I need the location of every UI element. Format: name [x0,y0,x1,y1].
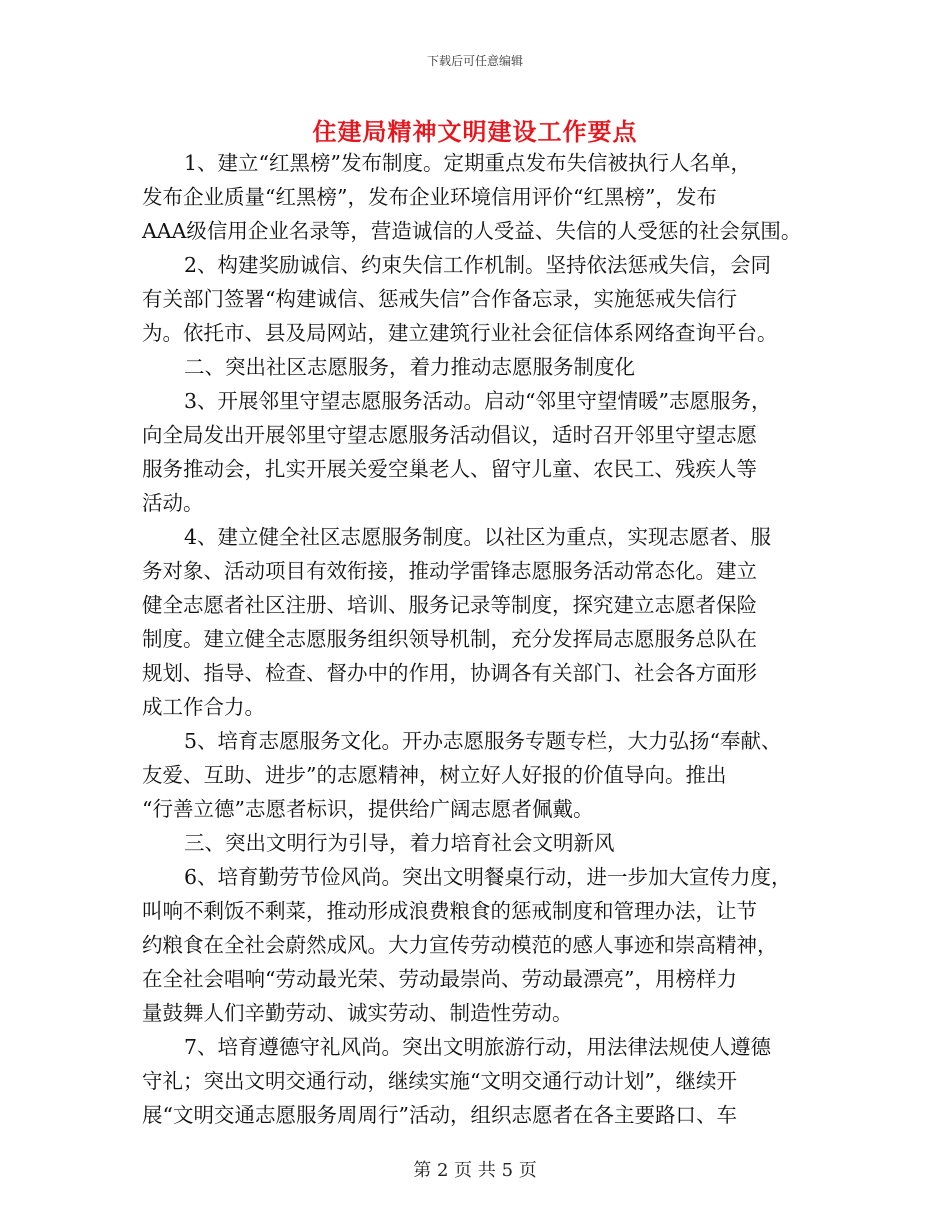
body-line: 6、培育勤劳节俭风尚。突出文明餐桌行动，进一步加大宣传力度， [184,865,792,889]
body-line: 务对象、活动项目有效衔接，推动学雷锋志愿服务活动常态化。建立 [142,559,757,583]
body-line: 成工作合力。 [142,695,265,719]
body-line: 1、建立“红黑榜”发布制度。定期重点发布失信被执行人名单， [184,151,752,175]
body-line: 活动。 [142,491,204,515]
page-number-footer: 第 2 页 共 5 页 [413,1160,537,1181]
body-line: 在全社会唱响“劳动最光荣、劳动最崇尚、劳动最漂亮”，用榜样力 [142,967,737,991]
document-body [142,146,822,1132]
body-line: 向全局发出开展邻里守望志愿服务活动倡议，适时召开邻里守望志愿 [142,423,757,447]
body-line: “行善立德”志愿者标识，提供给广阔志愿者佩戴。 [142,797,594,821]
body-line: 3、开展邻里守望志愿服务活动。启动“邻里守望情暖”志愿服务， [184,389,772,413]
section-heading: 二、突出社区志愿服务，着力推动志愿服务制度化 [184,355,635,379]
body-line: AAA级信用企业名录等，营造诚信的人受益、失信的人受惩的社会氛围。 [142,219,802,243]
body-line: 友爱、互助、进步”的志愿精神，树立好人好报的价值导向。推出 [142,763,727,787]
body-line: 有关部门签署“构建诚信、惩戒失信”合作备忘录，实施惩戒失信行 [142,287,737,311]
body-line: 健全志愿者社区注册、培训、服务记录等制度，探究建立志愿者保险 [142,593,757,617]
body-line: 4、建立健全社区志愿服务制度。以社区为重点，实现志愿者、服 [184,525,772,549]
document-title: 住建局精神文明建设工作要点 [312,117,638,146]
body-line: 量鼓舞人们辛勤劳动、诚实劳动、制造性劳动。 [142,1001,573,1025]
body-line: 2、构建奖励诚信、约束失信工作机制。坚持依法惩戒失信，会同 [184,253,772,277]
body-line: 服务推动会，扎实开展关爱空巢老人、留守儿童、农民工、残疾人等 [142,457,757,481]
page-header: 下载后可任意编辑 [426,54,523,68]
body-line: 叫响不剩饭不剩菜，推动形成浪费粮食的惩戒制度和管理办法，让节 [142,899,757,923]
body-line: 制度。建立健全志愿服务组织领导机制，充分发挥局志愿服务总队在 [142,627,757,651]
body-line: 发布企业质量“红黑榜”，发布企业环境信用评价“红黑榜”，发布 [142,185,717,209]
body-line: 7、培育遵德守礼风尚。突出文明旅游行动，用法律法规使人遵德 [184,1035,772,1059]
body-line: 守礼；突出文明交通行动，继续实施“文明交通行动计划”，继续开 [142,1069,737,1093]
section-heading: 三、突出文明行为引导，着力培育社会文明新风 [184,831,615,855]
body-line: 5、培育志愿服务文化。开办志愿服务专题专栏，大力弘扬“奉献、 [184,729,782,753]
body-line: 规划、指导、检查、督办中的作用，协调各有关部门、社会各方面形 [142,661,757,685]
body-line: 展“文明交通志愿服务周周行”活动，组织志愿者在各主要路口、车 [142,1103,737,1127]
body-line: 约粮食在全社会蔚然成风。大力宣传劳动模范的感人事迹和崇高精神， [142,933,778,957]
body-line: 为。依托市、县及局网站，建立建筑行业社会征信体系网络查询平台。 [142,321,778,345]
